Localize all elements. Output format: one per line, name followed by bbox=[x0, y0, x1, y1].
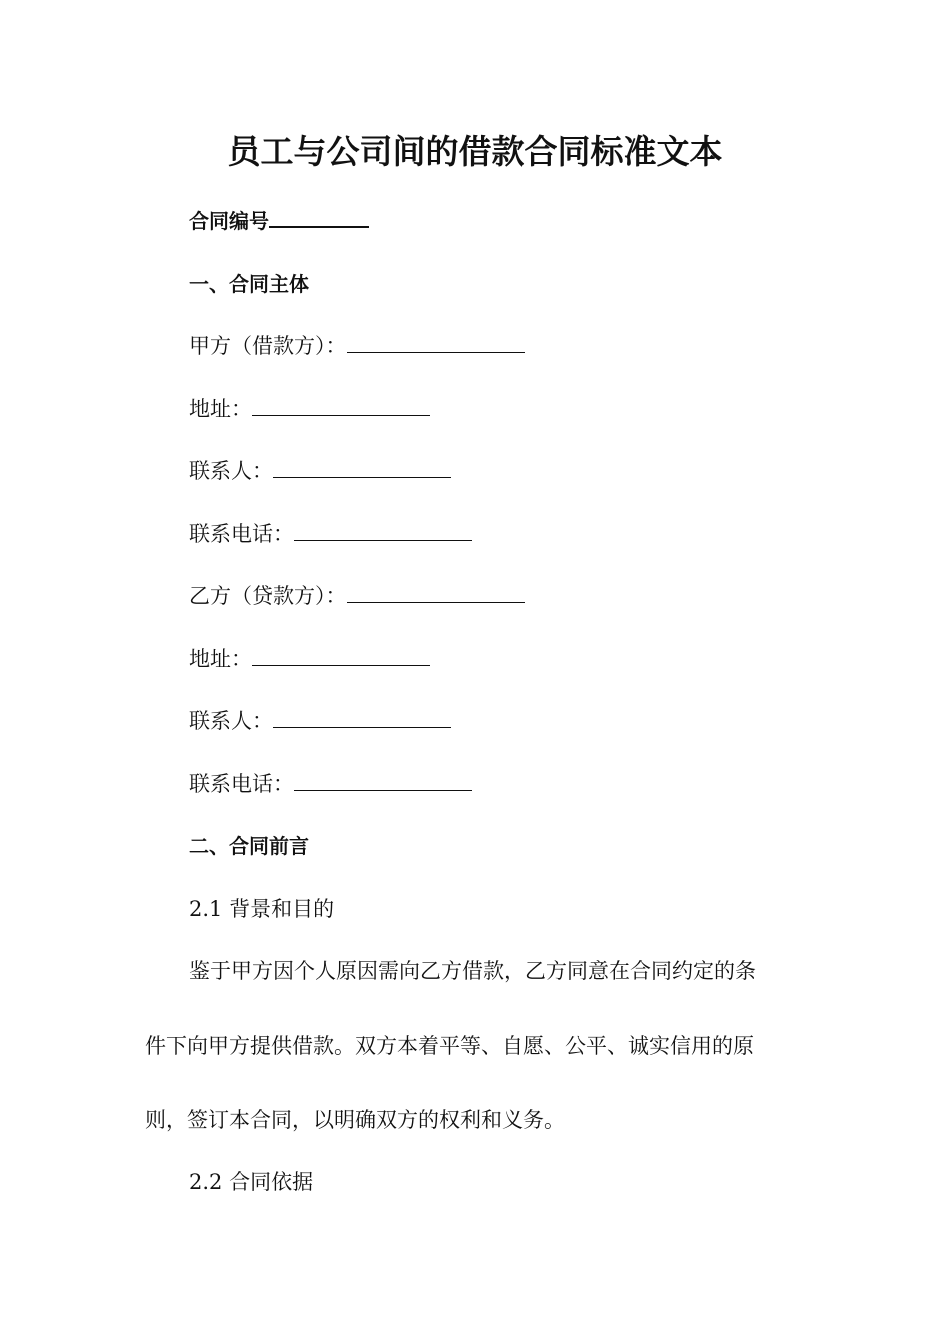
party-a-address-blank bbox=[252, 397, 430, 416]
section2-heading: 二、合同前言 bbox=[189, 834, 309, 858]
party-a-phone-label: 联系电话： bbox=[189, 522, 294, 546]
party-a-address-line bbox=[189, 395, 430, 423]
section1-heading: 一、合同主体 bbox=[189, 272, 309, 296]
paragraph-line-3: 则，签订本合同，以明确双方的权利和义务。 bbox=[145, 1108, 565, 1132]
paragraph-line-2: 件下向甲方提供借款。双方本着平等、自愿、公平、诚实信用的原 bbox=[145, 1034, 754, 1058]
party-a-phone-line bbox=[189, 520, 472, 548]
party-a-blank bbox=[347, 334, 525, 353]
subsection-2-2: 2.2 合同依据 bbox=[189, 1170, 314, 1194]
contract-number-line bbox=[189, 207, 369, 235]
party-b-line bbox=[189, 582, 525, 610]
party-b-contact-line bbox=[189, 707, 451, 735]
party-b-phone-line bbox=[189, 770, 472, 798]
party-a-label: 甲方（借款方）： bbox=[189, 334, 347, 358]
party-a-phone-blank bbox=[294, 522, 472, 541]
party-a-line bbox=[189, 332, 525, 360]
party-a-address-label: 地址： bbox=[189, 397, 252, 421]
party-b-phone-blank bbox=[294, 772, 472, 791]
party-b-phone-label: 联系电话： bbox=[189, 772, 294, 796]
party-b-address-line bbox=[189, 645, 430, 673]
party-b-blank bbox=[347, 584, 525, 603]
paragraph-line-1: 鉴于甲方因个人原因需向乙方借款，乙方同意在合同约定的条 bbox=[189, 959, 756, 983]
party-b-address-label: 地址： bbox=[189, 647, 252, 671]
party-a-contact-line bbox=[189, 457, 451, 485]
party-b-contact-label: 联系人： bbox=[189, 709, 273, 733]
contract-number-label: 合同编号 bbox=[189, 209, 269, 233]
contract-number-blank bbox=[269, 208, 369, 228]
document-title: 员工与公司间的借款合同标准文本 bbox=[227, 132, 723, 171]
party-b-label: 乙方（贷款方）： bbox=[189, 584, 347, 608]
party-a-contact-blank bbox=[273, 459, 451, 478]
subsection-2-1: 2.1 背景和目的 bbox=[189, 897, 335, 921]
party-a-contact-label: 联系人： bbox=[189, 459, 273, 483]
party-b-address-blank bbox=[252, 647, 430, 666]
party-b-contact-blank bbox=[273, 709, 451, 728]
